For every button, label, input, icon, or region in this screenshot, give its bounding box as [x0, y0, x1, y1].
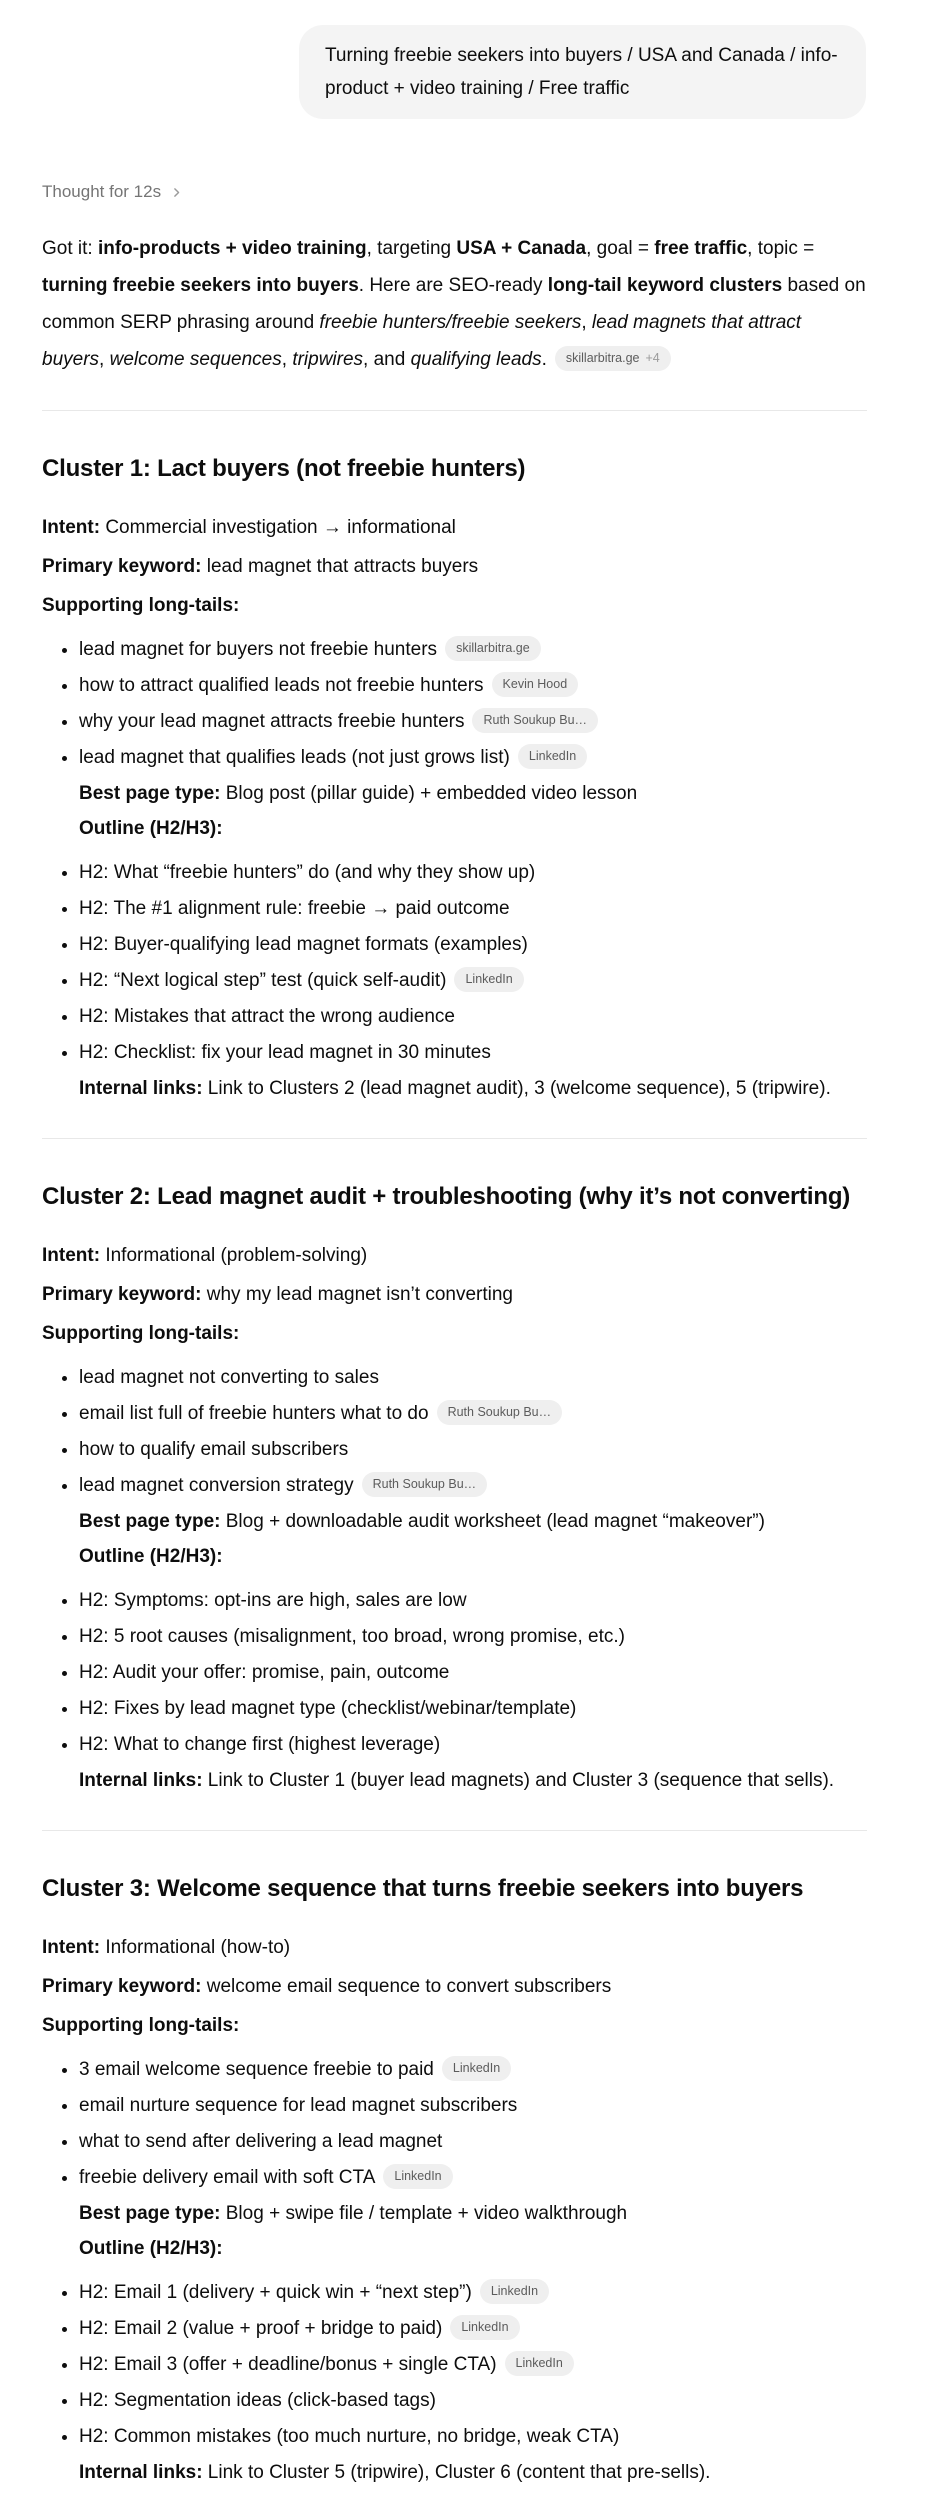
text-run-bold: long-tail keyword clusters: [547, 275, 783, 296]
citation-pill[interactable]: [437, 1400, 563, 1425]
text-run: , targeting: [366, 238, 457, 259]
cluster-intent-label: Intent:: [42, 1245, 101, 1266]
list-item: [79, 891, 867, 926]
list-item-text: freebie delivery email with soft CTA: [79, 2167, 376, 2188]
cluster-best-page-type: [79, 1504, 867, 1539]
list-item: [79, 2275, 867, 2310]
list-item: [79, 2347, 867, 2382]
cluster-supporting-heading-label: Supporting long-tails:: [42, 595, 240, 616]
list-item-text: H2: What “freebie hunters” do (and why they show up): [79, 862, 536, 883]
cluster-best-page-type: [79, 776, 867, 811]
text-run-italic: qualifying leads: [410, 349, 542, 370]
citation-source: Ruth Soukup Bu…: [447, 1405, 552, 1419]
list-item-text: lead magnet that qualifies leads (not just grows list): [79, 747, 510, 768]
citation-source: LinkedIn: [490, 2284, 539, 2298]
citation-source: Ruth Soukup Bu…: [372, 1477, 477, 1491]
citation-pill[interactable]: [450, 2315, 519, 2340]
cluster-primary-keyword-label: Primary keyword:: [42, 1284, 202, 1305]
cluster-internal-links-label: Internal links:: [79, 1078, 203, 1099]
list-item: [79, 963, 867, 998]
text-run: .: [541, 349, 547, 370]
list-item: [79, 1691, 867, 1726]
list-item: [79, 704, 867, 739]
citation-pill[interactable]: [505, 2351, 574, 2376]
cluster-title: Cluster 3: Welcome sequence that turns freebie seekers into buyers: [42, 1875, 804, 1902]
section-divider: [42, 1138, 867, 1139]
list-item: [79, 632, 867, 667]
citation-pill[interactable]: [445, 636, 541, 661]
citation-pill[interactable]: [442, 2056, 511, 2081]
outline-list: [42, 2275, 867, 2454]
list-item: [79, 1035, 867, 1070]
cluster-outline-heading: [79, 1539, 867, 1574]
text-run-italic: tripwires: [292, 349, 364, 370]
cluster-best-page-type-label: Best page type:: [79, 1511, 221, 1532]
text-run-italic: welcome sequences: [109, 349, 282, 370]
text-run: ,: [281, 349, 293, 370]
cluster-intent-value: Commercial investigation → informational: [100, 517, 456, 538]
citation-pill[interactable]: [518, 744, 587, 769]
list-item: [79, 999, 867, 1034]
list-item-text: email nurture sequence for lead magnet subscribers: [79, 2095, 518, 2116]
text-run-italic: lead magnets that attract buyers: [42, 312, 802, 370]
cluster-internal-links-value: Link to Cluster 1 (buyer lead magnets) and Cluster 3 (sequence that sells).: [202, 1770, 835, 1791]
outline-list: [42, 1583, 867, 1762]
cluster-section: [42, 1138, 867, 1798]
cluster-intent-label: Intent:: [42, 517, 101, 538]
cluster-internal-links: [79, 1763, 867, 1798]
supporting-longtails-list: [42, 632, 867, 775]
list-item: [79, 1396, 867, 1431]
cluster-internal-links: [79, 1071, 867, 1106]
list-item-text: H2: Buyer-qualifying lead magnet formats (examples): [79, 934, 528, 955]
citation-source: skillarbitra.ge: [456, 641, 530, 655]
cluster-section: [42, 1830, 867, 2490]
list-item-text: H2: The #1 alignment rule: freebie → paid outcome: [79, 898, 510, 919]
cluster-internal-links-label: Internal links:: [79, 2462, 203, 2483]
thought-label: Thought for 12s: [42, 182, 162, 201]
cluster-primary-keyword: [42, 1969, 867, 2004]
citation-extra-count: +4: [645, 351, 660, 365]
cluster-outline-heading-label: Outline (H2/H3):: [79, 2238, 223, 2259]
cluster-outline-heading: [79, 2231, 867, 2266]
cluster-title: Cluster 1: Lact buyers (not freebie hunters): [42, 455, 526, 482]
text-run-bold: turning freebie seekers into buyers: [42, 275, 359, 296]
text-run: ,: [581, 312, 592, 333]
cluster-internal-links-value: Link to Clusters 2 (lead magnet audit), 3 (welcome sequence), 5 (tripwire).: [202, 1078, 831, 1099]
cluster-intent-value: Informational (problem-solving): [100, 1245, 368, 1266]
list-item: [79, 927, 867, 962]
list-item-text: why your lead magnet attracts freebie hunters: [79, 711, 465, 732]
list-item-text: 3 email welcome sequence freebie to paid: [79, 2059, 434, 2080]
citation-pill[interactable]: [480, 2279, 549, 2304]
cluster-intent-value: Informational (how-to): [100, 1937, 291, 1958]
citation-source: LinkedIn: [461, 2320, 509, 2334]
cluster-outline-heading-label: Outline (H2/H3):: [79, 1546, 223, 1567]
cluster-internal-links-label: Internal links:: [79, 1770, 203, 1791]
supporting-longtails-list: [42, 2052, 867, 2195]
cluster-supporting-heading: [42, 2008, 867, 2043]
supporting-longtails-list: [42, 1360, 867, 1503]
list-item: [79, 2088, 867, 2123]
list-item-text: H2: Symptoms: opt-ins are high, sales are low: [79, 1590, 467, 1611]
outline-list: [42, 855, 867, 1070]
cluster-internal-links-value: Link to Cluster 5 (tripwire), Cluster 6 (content that pre-sells).: [202, 2462, 711, 2483]
citation-pill[interactable]: [472, 708, 598, 733]
list-item: [79, 1619, 867, 1654]
text-run: based on common SERP phrasing around: [42, 275, 866, 333]
text-run-italic: freebie hunters/freebie seekers: [319, 312, 582, 333]
cluster-primary-keyword-value: welcome email sequence to convert subscribers: [201, 1976, 612, 1997]
list-item: [79, 2124, 867, 2159]
list-item: [79, 2383, 867, 2418]
list-item-text: H2: Checklist: fix your lead magnet in 30 minutes: [79, 1042, 491, 1063]
cluster-outline-heading-label: Outline (H2/H3):: [79, 818, 223, 839]
list-item: [79, 855, 867, 890]
list-item: [79, 1583, 867, 1618]
list-item: [79, 1468, 867, 1503]
cluster-best-page-type-value: Blog + swipe file / template + video walkthrough: [220, 2203, 628, 2224]
cluster-intent: [42, 1930, 867, 1965]
cluster-section: [42, 410, 867, 1106]
list-item-text: H2: Email 3 (offer + deadline/bonus + single CTA): [79, 2354, 497, 2375]
list-item-text: H2: “Next logical step” test (quick self-audit): [79, 970, 447, 991]
chevron-right-icon: [170, 186, 183, 199]
cluster-best-page-type-value: Blog post (pillar guide) + embedded video lesson: [220, 783, 638, 804]
cluster-best-page-type: [79, 2196, 867, 2231]
list-item: [79, 1432, 867, 1467]
cluster-primary-keyword: [42, 549, 867, 584]
list-item-text: how to qualify email subscribers: [79, 1439, 349, 1460]
list-item: [79, 1360, 867, 1395]
list-item: [79, 2160, 867, 2195]
citation-pill[interactable]: [454, 967, 523, 992]
citation-source: LinkedIn: [452, 2061, 501, 2075]
cluster-supporting-heading-label: Supporting long-tails:: [42, 1323, 240, 1344]
list-item: [79, 2419, 867, 2454]
list-item: [79, 740, 867, 775]
cluster-supporting-heading-label: Supporting long-tails:: [42, 2015, 240, 2036]
text-run-bold: info-products + video training: [97, 238, 367, 259]
cluster-intent: [42, 1238, 867, 1273]
section-divider: [42, 1830, 867, 1831]
clusters-container: [42, 410, 867, 2490]
citation-source: LinkedIn: [465, 972, 513, 986]
citation-source: LinkedIn: [528, 749, 577, 763]
text-run-bold: free traffic: [654, 238, 748, 259]
cluster-intent-label: Intent:: [42, 1937, 101, 1958]
cluster-primary-keyword: [42, 1277, 867, 1312]
cluster-supporting-heading: [42, 1316, 867, 1351]
cluster-best-page-type-label: Best page type:: [79, 2203, 221, 2224]
citation-source: LinkedIn: [515, 2356, 563, 2370]
list-item: [79, 668, 867, 703]
cluster-primary-keyword-label: Primary keyword:: [42, 556, 202, 577]
cluster-best-page-type-label: Best page type:: [79, 783, 221, 804]
text-run: , and: [363, 349, 411, 370]
list-item-text: H2: 5 root causes (misalignment, too broad, wrong promise, etc.): [79, 1626, 625, 1647]
list-item-text: H2: What to change first (highest leverage): [79, 1734, 441, 1755]
list-item-text: H2: Fixes by lead magnet type (checklist/webinar/template): [79, 1698, 577, 1719]
user-message-text: Turning freebie seekers into buyers / USA and Canada / info-product + video training / Free traffic: [325, 45, 838, 99]
cluster-primary-keyword-label: Primary keyword:: [42, 1976, 202, 1997]
list-item-text: what to send after delivering a lead magnet: [79, 2131, 443, 2152]
citation-source: Ruth Soukup Bu…: [483, 713, 588, 727]
thought-toggle[interactable]: [42, 181, 183, 203]
list-item-text: H2: Email 1 (delivery + quick win + “next step”): [79, 2282, 472, 2303]
assistant-message: [0, 181, 867, 2490]
list-item-text: H2: Segmentation ideas (click-based tags): [79, 2390, 436, 2411]
section-divider: [42, 410, 867, 411]
citation-source: skillarbitra.ge: [565, 351, 640, 365]
list-item-text: H2: Common mistakes (too much nurture, no bridge, weak CTA): [79, 2426, 620, 2447]
list-item-text: lead magnet not converting to sales: [79, 1367, 379, 1388]
list-item: [79, 1655, 867, 1690]
cluster-internal-links: [79, 2455, 867, 2490]
cluster-primary-keyword-value: lead magnet that attracts buyers: [201, 556, 479, 577]
cluster-primary-keyword-value: why my lead magnet isn’t converting: [201, 1284, 514, 1305]
list-item-text: how to attract qualified leads not freebie hunters: [79, 675, 484, 696]
cluster-best-page-type-value: Blog + downloadable audit worksheet (lead magnet “makeover”): [220, 1511, 765, 1532]
text-run: , topic =: [747, 238, 815, 259]
list-item: [79, 2052, 867, 2087]
cluster-supporting-heading: [42, 588, 867, 623]
list-item-text: H2: Audit your offer: promise, pain, outcome: [79, 1662, 450, 1683]
cluster-intent: [42, 510, 867, 545]
list-item-text: lead magnet for buyers not freebie hunters: [79, 639, 438, 660]
citation-pill[interactable]: [362, 1472, 488, 1497]
list-item: [79, 1727, 867, 1762]
text-run: ,: [99, 349, 110, 370]
list-item: [79, 2311, 867, 2346]
user-message-bubble: [299, 25, 866, 119]
text-run-bold: USA + Canada: [456, 238, 587, 259]
citation-pill[interactable]: [492, 672, 579, 697]
list-item-text: H2: Email 2 (value + proof + bridge to paid): [79, 2318, 443, 2339]
list-item-text: lead magnet conversion strategy: [79, 1475, 354, 1496]
citation-source: Kevin Hood: [502, 677, 568, 691]
assistant-intro-paragraph: [42, 230, 867, 378]
text-run: , goal =: [586, 238, 655, 259]
user-message-row: [0, 0, 945, 119]
citation-source: LinkedIn: [394, 2169, 442, 2183]
cluster-title: Cluster 2: Lead magnet audit + troubleshooting (why it’s not converting): [42, 1183, 851, 1210]
list-item-text: H2: Mistakes that attract the wrong audience: [79, 1006, 455, 1027]
text-run: Got it:: [42, 238, 98, 259]
cluster-outline-heading: [79, 811, 867, 846]
text-run: . Here are SEO-ready: [358, 275, 548, 296]
citation-pill[interactable]: [383, 2164, 452, 2189]
citation-pill[interactable]: [555, 346, 671, 371]
list-item-text: email list full of freebie hunters what to do: [79, 1403, 429, 1424]
